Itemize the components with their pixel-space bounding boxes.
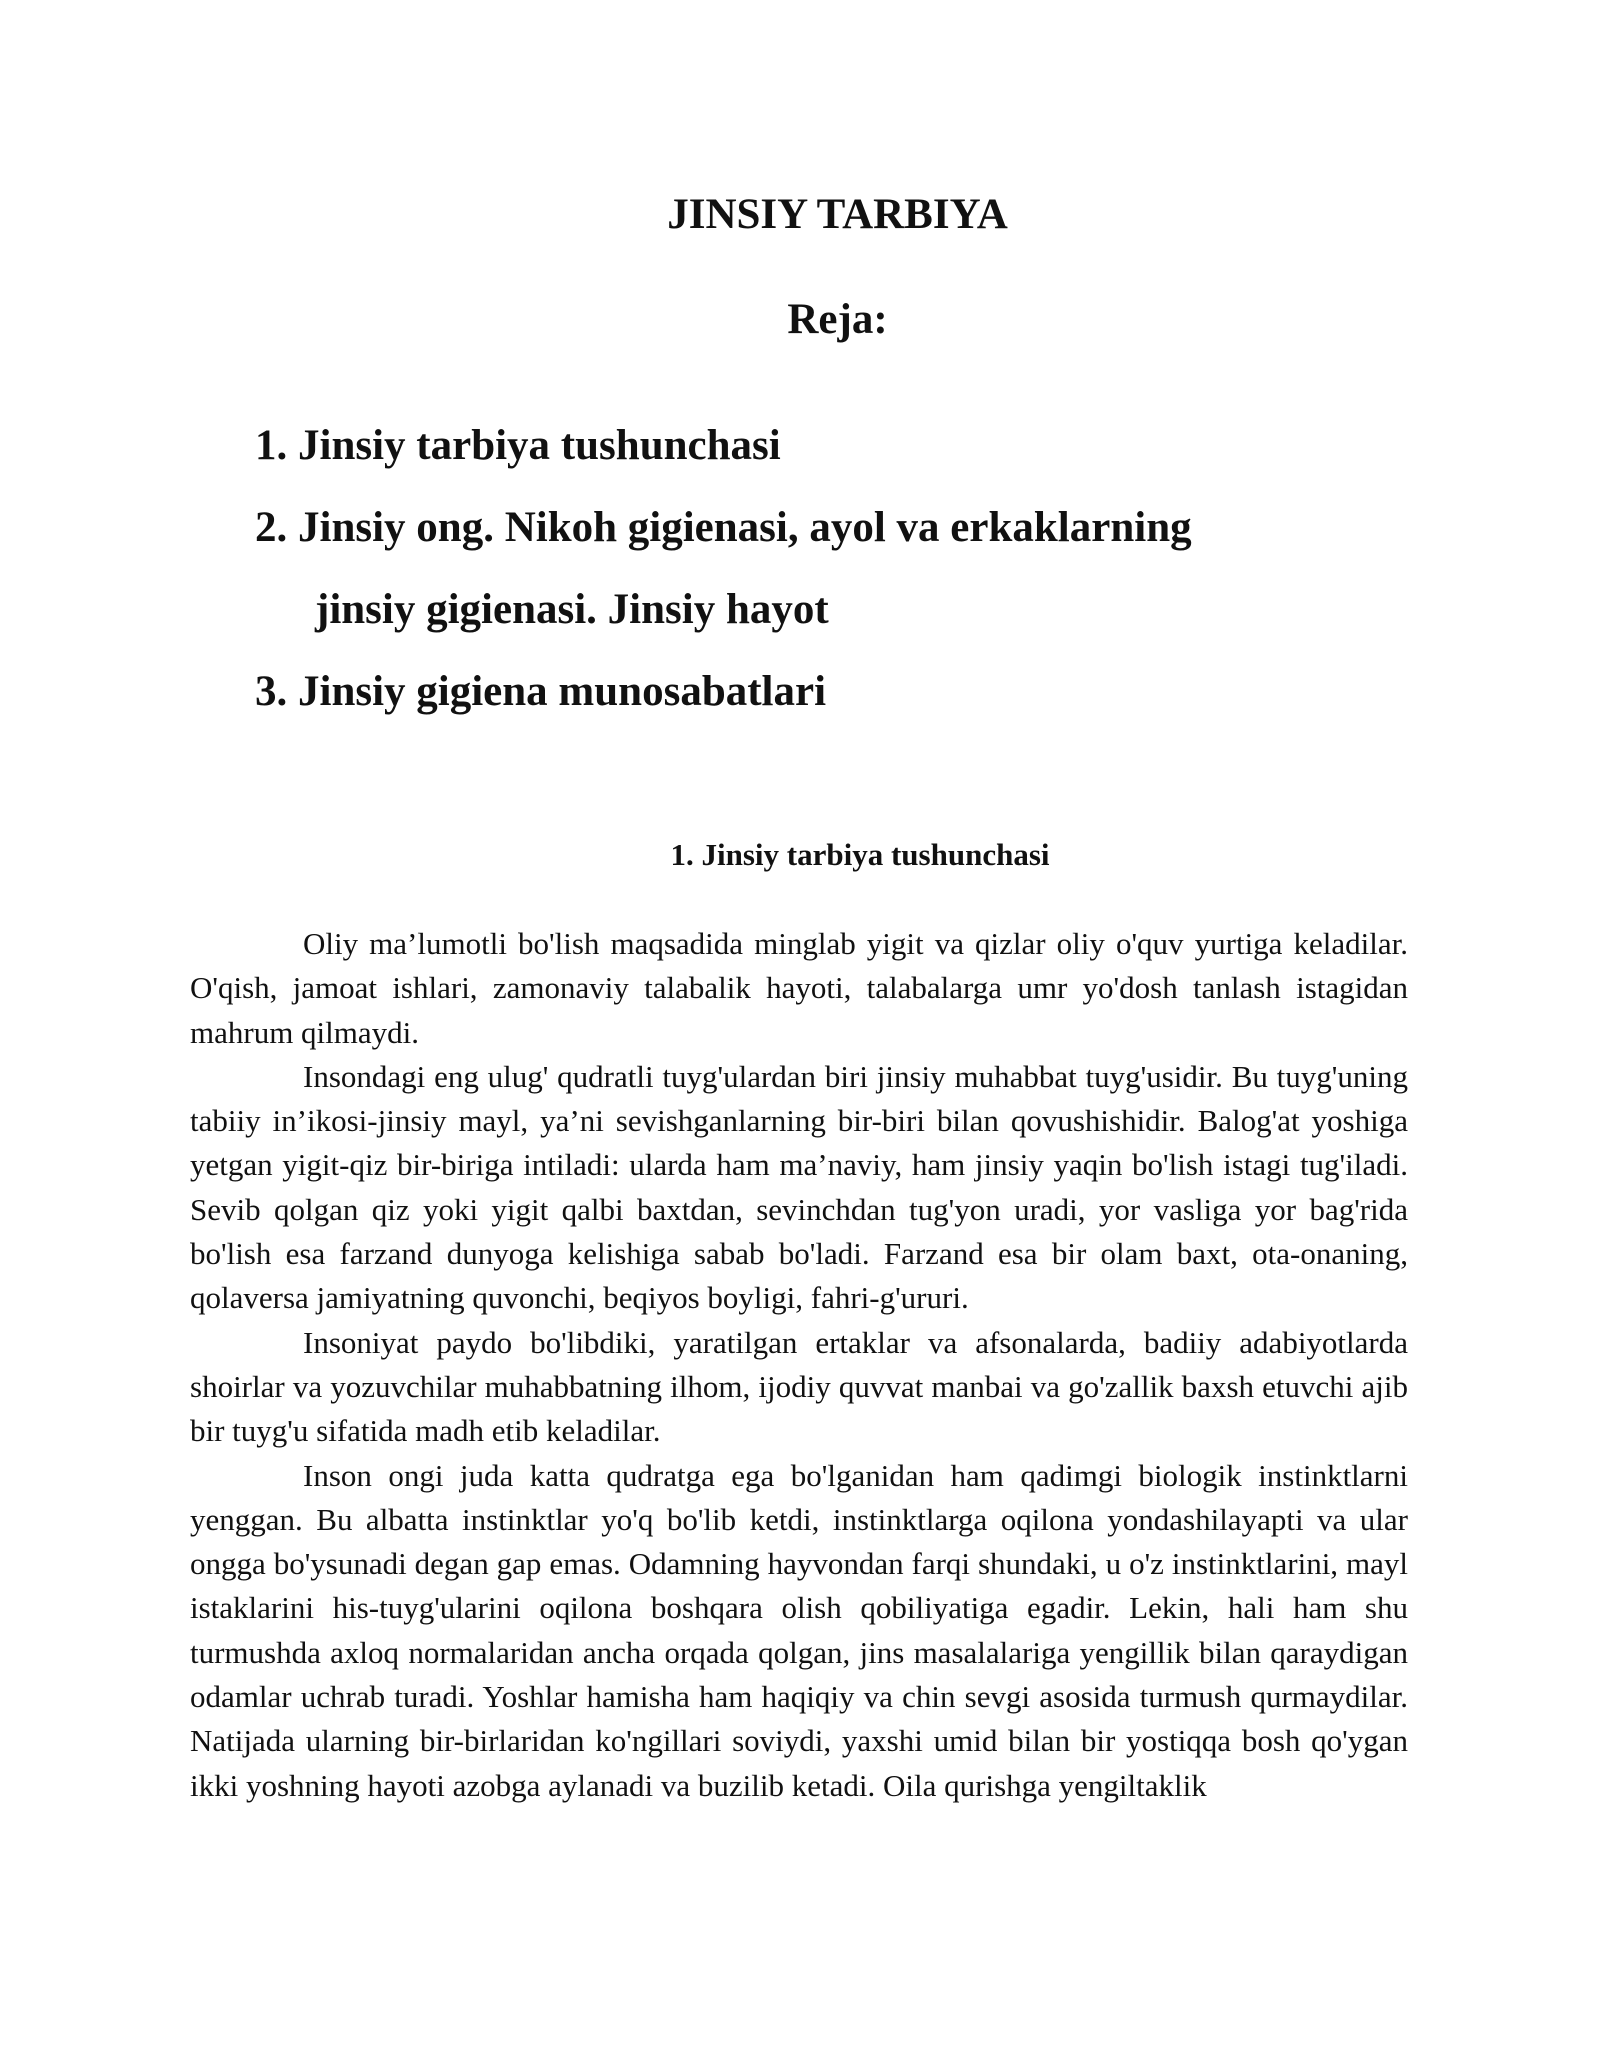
- plan-item: 2. Jinsiy ong. Nikoh gigienasi, ayol va erkaklarning: [255, 504, 1192, 551]
- plan-item: 1. Jinsiy tarbiya tushunchasi: [255, 422, 781, 469]
- paragraph: Insondagi eng ulug' qudratli tuyg'ulardan biri jinsiy muhabbat tuyg'usidir. Bu tuyg'uning tabiiy in’ikosi-jinsiy mayl, ya’ni sevishganlarning bir-biri bilan qovushishidir. Balog'at yoshiga yetgan yigit-qiz bir-biriga intiladi: ularda ham ma’naviy, ham jinsiy yaqin bo'lish istagi tug'iladi. Sevib qolgan qiz yoki yigit qalbi baxtdan, sevinchdan tug'yon uradi, yor vasliga yor bag'rida bo'lish esa farzand dunyoga kelishiga sabab bo'ladi. Farzand esa bir olam baxt, ota-onaning, qolaversa jamiyatning quvonchi, beqiyos boyligi, fahri-g'ururi.: [190, 1058, 1408, 1316]
- section-heading: 1. Jinsiy tarbiya tushunchasi: [670, 837, 1050, 872]
- paragraph: Oliy ma’lumotli bo'lish maqsadida minglab yigit va qizlar oliy o'quv yurtiga keladilar. O'qish, jamoat ishlari, zamonaviy talabalik hayoti, talabalarga umr yo'dosh tanlash istagidan mahrum qilmaydi.: [190, 926, 1408, 1050]
- plan-list: [255, 405, 1192, 733]
- paragraph: Inson ongi juda katta qudratga ega bo'lganidan ham qadimgi biologik instinktlarni yenggan. Bu albatta instinktlar yo'q bo'lib ketdi, instinktlarga oqilona yondashilayapti va ular ongga bo'ysunadi degan gap emas. Odamning hayvondan farqi shundaki, u o'z instinktlarini, mayl istaklarini his-tuyg'ularini oqilona boshqara olish qobiliyatiga egadir. Lekin, hali ham shu turmushda axloq normalaridan ancha orqada qolgan, jins masalalariga yengillik bilan qaraydigan odamlar uchrab turadi. Yoshlar hamisha ham haqiqiy va chin sevgi asosida turmush qurmaydilar. Natijada ularning bir-birlaridan ko'ngillari soviydi, yaxshi umid bilan bir yostiqqa bosh qo'ygan ikki yoshning hayoti azobga aylanadi va buzilib ketadi. Oila qurishga yengiltaklik: [190, 1457, 1408, 1803]
- plan-item-continuation: jinsiy gigienasi. Jinsiy hayot: [315, 586, 829, 633]
- body-text: [190, 922, 1408, 1808]
- document-title: JINSIY TARBIYA: [667, 191, 1008, 238]
- plan-heading: Reja:: [787, 296, 888, 343]
- plan-item: 3. Jinsiy gigiena munosabatlari: [255, 668, 827, 715]
- paragraph: Insoniyat paydo bo'libdiki, yaratilgan ertaklar va afsonalarda, badiiy adabiyotlarda shoirlar va yozuvchilar muhabbatning ilhom, ijodiy quvvat manbai va go'zallik baxsh etuvchi ajib bir tuyg'u sifatida madh etib keladilar.: [190, 1324, 1408, 1449]
